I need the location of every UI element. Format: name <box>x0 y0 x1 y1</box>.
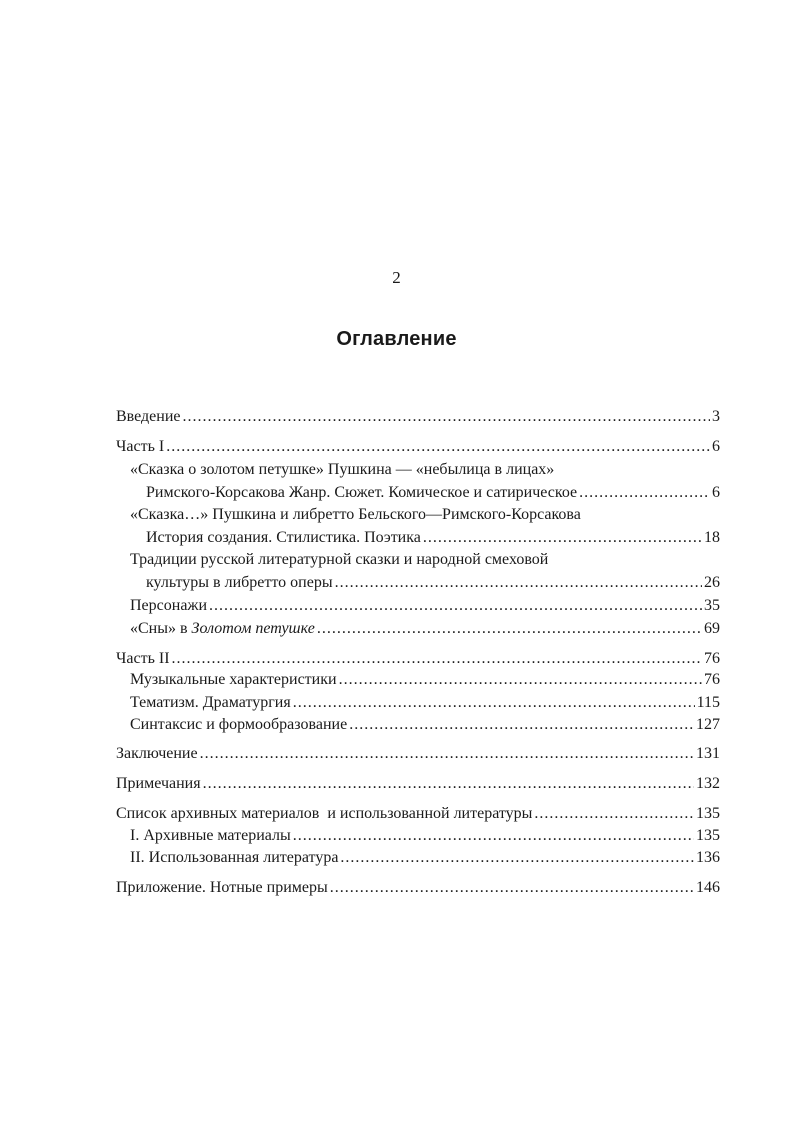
leader-dots <box>330 878 694 898</box>
toc-entry-label: Часть I <box>116 438 165 455</box>
toc-entry-label: Список архивных материалов и использованной литературы <box>116 805 533 822</box>
toc-entry-page: 131 <box>696 745 720 762</box>
toc-entry-libretto-history[interactable] <box>146 528 720 548</box>
toc-entry-label: Тематизм. Драматургия <box>130 694 291 711</box>
toc-entry-label: Персонажи <box>130 597 208 614</box>
leader-dots <box>335 573 702 593</box>
toc-entry-page: 135 <box>696 805 720 822</box>
toc-entry-label-line1: Традиции русской литературной сказки и народной смеховой <box>130 551 549 568</box>
toc-entry-page: 135 <box>696 827 720 844</box>
toc-entry-label: История создания. Стилистика. Поэтика <box>146 529 421 546</box>
page-number: 2 <box>392 268 401 287</box>
toc-entry-dreams[interactable] <box>130 619 720 639</box>
toc-entry-page: 76 <box>704 671 720 688</box>
toc-entry-page: 132 <box>696 775 720 792</box>
toc-entry-page: 26 <box>704 574 720 591</box>
toc-entry-label-line1: «Сказка…» Пушкина и либретто Бельского—Римского-Корсакова <box>130 506 581 523</box>
toc-entry-literature[interactable] <box>130 848 720 868</box>
toc-entry-label: I. Архивные материалы <box>130 827 291 844</box>
leader-dots <box>579 483 710 503</box>
toc-entry-folk-traditions[interactable] <box>146 573 720 593</box>
toc-entry-part-2[interactable] <box>116 649 720 669</box>
toc-entry-page: 3 <box>712 408 720 425</box>
toc-entry-conclusion[interactable] <box>116 744 720 764</box>
toc-entry-part-1[interactable] <box>116 437 720 457</box>
leader-dots <box>209 596 702 616</box>
leader-dots <box>293 693 695 713</box>
toc-entry-notes[interactable] <box>116 774 720 794</box>
toc-entry-page: 69 <box>704 620 720 637</box>
toc-entry-page: 136 <box>696 849 720 866</box>
toc-entry-label: Заключение <box>116 745 198 762</box>
toc-entry-label <box>130 619 315 639</box>
toc-entry-label: культуры в либретто оперы <box>146 574 333 591</box>
toc-entry-label: Примечания <box>116 775 201 792</box>
leader-dots <box>166 437 710 457</box>
toc-entry-archive-materials[interactable] <box>130 826 720 846</box>
leader-dots <box>349 715 694 735</box>
toc-entry-label: Введение <box>116 408 181 425</box>
toc-entry-page: 127 <box>696 716 720 733</box>
toc-entry-page: 146 <box>696 879 720 896</box>
toc-entry-page: 115 <box>696 694 720 711</box>
leader-dots <box>534 804 694 824</box>
toc-entry-label: Римского-Корсакова Жанр. Сюжет. Комическое и сатирическое <box>146 484 578 501</box>
page-title: Оглавление <box>336 328 457 350</box>
leader-dots <box>200 744 694 764</box>
toc-entry-intro[interactable] <box>116 407 720 427</box>
toc-entry-label-italic: Золотом петушке <box>191 620 315 637</box>
toc-entry-label-line1: «Сказка о золотом петушке» Пушкина — «небылица в лицах» <box>130 461 555 478</box>
toc-entry-label: Часть II <box>116 650 170 667</box>
toc-entry-characters[interactable] <box>130 596 720 616</box>
toc-entry-page: 6 <box>712 484 720 501</box>
leader-dots <box>339 670 702 690</box>
toc-entry-syntax[interactable] <box>130 715 720 735</box>
toc-entry-page: 76 <box>704 650 720 667</box>
toc-entry-page: 6 <box>712 438 720 455</box>
toc-entry-label: Приложение. Нотные примеры <box>116 879 328 896</box>
toc-entry-label: Синтаксис и формообразование <box>130 716 348 733</box>
toc-entry-page: 18 <box>704 529 720 546</box>
toc-entry-golden-cockerel-tale[interactable] <box>146 483 720 503</box>
leader-dots <box>340 848 694 868</box>
toc-entry-thematism[interactable] <box>130 693 720 713</box>
leader-dots <box>423 528 702 548</box>
toc-entry-label: II. Использованная литература <box>130 849 339 866</box>
leader-dots <box>172 649 702 669</box>
toc-entry-musical-characteristics[interactable] <box>130 670 720 690</box>
leader-dots <box>317 619 702 639</box>
toc-entry-sources[interactable] <box>116 804 720 824</box>
leader-dots <box>183 407 711 427</box>
leader-dots <box>203 774 694 794</box>
toc-entry-label-plain: «Сны» в <box>130 620 192 637</box>
toc-entry-label: Музыкальные характеристики <box>130 671 337 688</box>
toc-entry-appendix[interactable] <box>116 878 720 898</box>
leader-dots <box>293 826 694 846</box>
toc-entry-page: 35 <box>704 597 720 614</box>
